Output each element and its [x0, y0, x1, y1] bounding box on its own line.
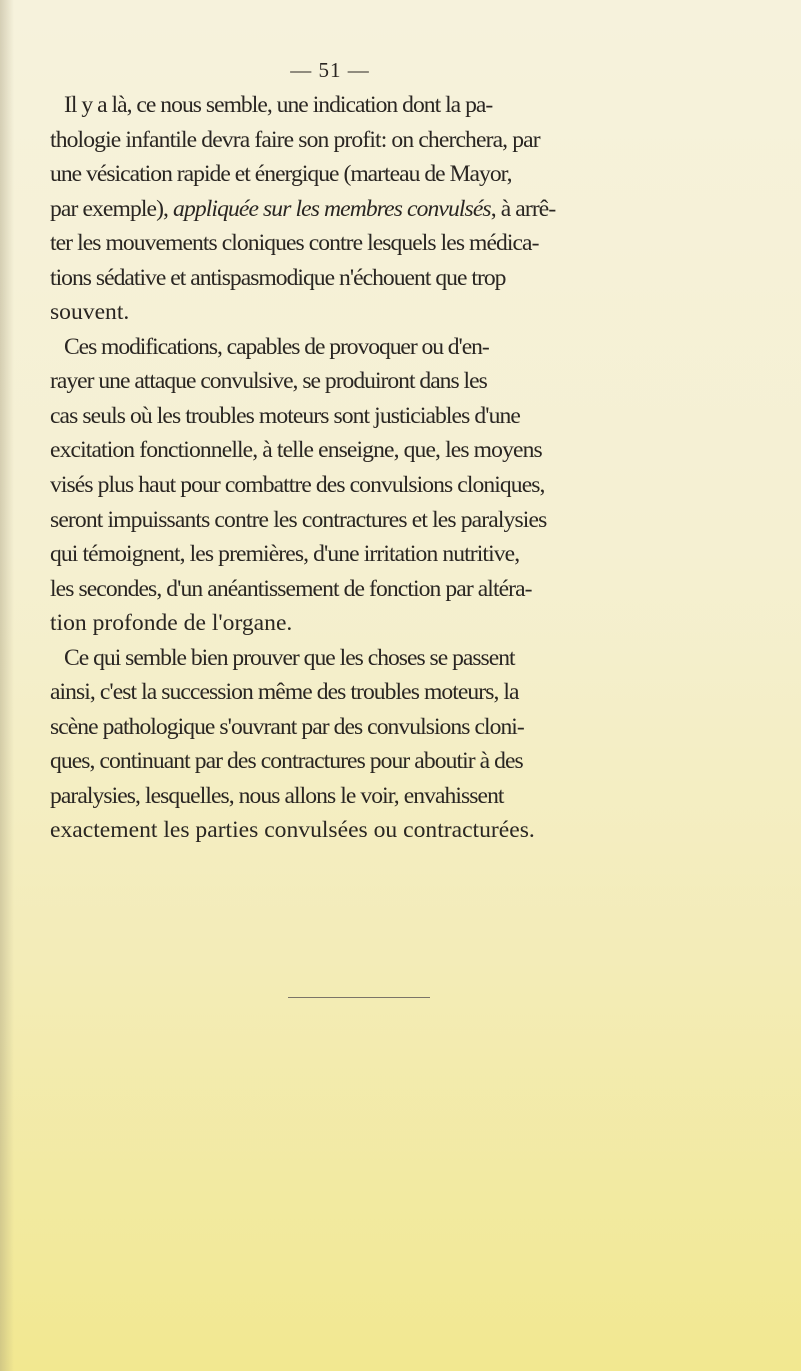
text-line: paralysies, lesquelles, nous allons le voir, envahissent — [50, 782, 504, 809]
text-segment: par exemple), — [50, 195, 174, 222]
text-line: Il y a là, ce nous semble, une indication dont la pa- — [64, 92, 493, 118]
page-number: — 51 — — [290, 58, 370, 82]
text-line: ques, continuant par des contractures pour aboutir à des — [50, 748, 523, 775]
text-line: excitation fonctionnelle, à telle enseigne, que, les moyens — [50, 437, 542, 464]
text-line: souvent. — [50, 299, 130, 326]
body-text — [50, 88, 790, 848]
text-line: une vésication rapide et énergique (marteau de Mayor, — [50, 161, 512, 188]
text-line: cas seuls où les troubles moteurs sont justiciables d'une — [50, 402, 520, 429]
text-line: Ce qui semble bien prouver que les choses se passent — [64, 644, 515, 671]
text-line: seront impuissants contre les contractures et les paralysies — [50, 506, 547, 533]
section-divider — [288, 997, 430, 998]
text-segment: , à arrê- — [490, 195, 556, 222]
text-line: visés plus haut pour combattre des convulsions cloniques, — [50, 472, 545, 499]
text-line: rayer une attaque convulsive, se produiront dans les — [50, 368, 487, 395]
text-line: ainsi, c'est la succession même des troubles moteurs, la — [50, 679, 519, 706]
italic-phrase: appliquée sur les membres convulsés — [173, 195, 491, 222]
text-line: exactement les parties convulsées ou contracturées. — [50, 817, 535, 844]
text-line: scène pathologique s'ouvrant par des convulsions cloni- — [50, 713, 524, 740]
page-edge-shadow — [0, 0, 14, 1371]
text-line: Ces modifications, capables de provoquer ou d'en- — [64, 333, 489, 360]
text-line — [50, 192, 790, 227]
text-line: thologie infantile devra faire son profit: on cherchera, par — [50, 126, 540, 153]
text-line: les secondes, d'un anéantissement de fonction par altéra- — [50, 575, 532, 602]
text-line: qui témoignent, les premières, d'une irritation nutritive, — [50, 541, 520, 568]
text-line: tion profonde de l'organe. — [50, 610, 293, 637]
text-line: tions sédative et antispasmodique n'échouent que trop — [50, 264, 506, 291]
text-line: ter les mouvements cloniques contre lesquels les médica- — [50, 230, 539, 257]
